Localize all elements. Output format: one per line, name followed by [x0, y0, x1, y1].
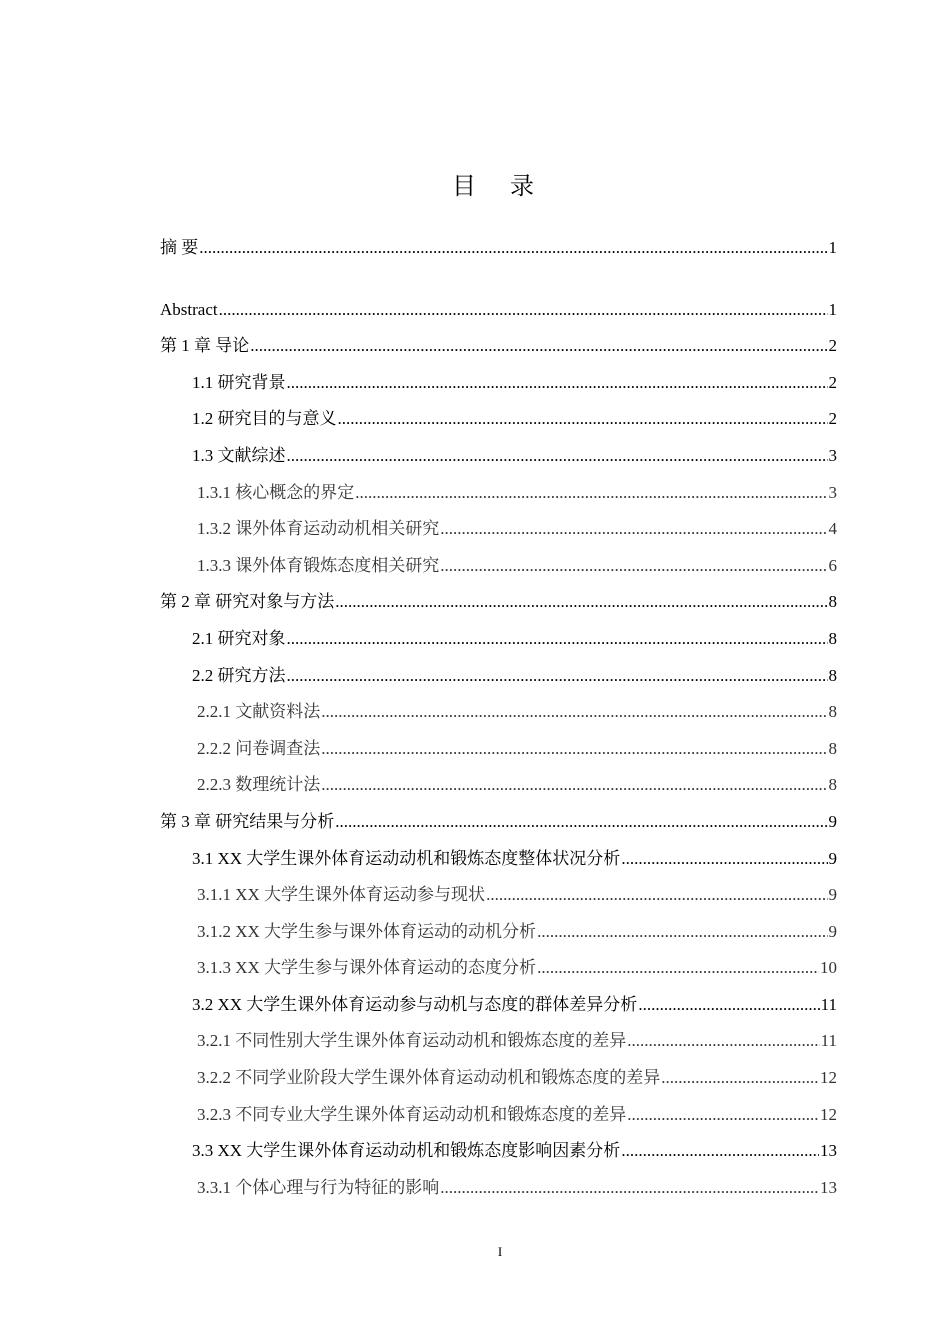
toc-entry-text: 3.3.1 个体心理与行为特征的影响 — [197, 1177, 440, 1197]
toc-entry-page: 8 — [828, 592, 837, 612]
toc-entry-text: 3.1.3 XX 大学生参与课外体育运动的态度分析 — [197, 958, 537, 978]
toc-entry-text: 1.1 研究背景 — [192, 372, 286, 392]
toc-entry-abstract-cn[interactable] — [160, 230, 837, 267]
toc-entry-3-3-1[interactable] — [160, 1170, 837, 1207]
toc-entry-text: 3.2.1 不同性别大学生课外体育运动动机和锻炼态度的差异 — [197, 1031, 627, 1051]
toc-entry-1-3-1[interactable] — [160, 475, 837, 512]
toc-entry-1-3[interactable] — [160, 438, 837, 475]
toc-leader-dots — [440, 1170, 819, 1207]
toc-entry-page: 4 — [828, 519, 837, 539]
toc-entry-text: 3.1 XX 大学生课外体育运动动机和锻炼态度整体状况分析 — [192, 848, 621, 868]
toc-entry-3-2-2[interactable] — [160, 1060, 837, 1097]
toc-entry-3-1-1[interactable] — [160, 877, 837, 914]
toc-entry-page: 8 — [828, 665, 837, 685]
toc-entry-text: 摘 要 — [160, 238, 199, 257]
toc-entry-page: 2 — [828, 372, 837, 392]
toc-entry-text: 3.2.3 不同专业大学生课外体育运动动机和锻炼态度的差异 — [197, 1104, 627, 1124]
toc-entry-3-1-2[interactable] — [160, 914, 837, 951]
toc-entry-page: 1 — [828, 238, 837, 257]
toc-entry-3-2-3[interactable] — [160, 1097, 837, 1134]
footer-page-number: I — [497, 1244, 503, 1259]
toc-entry-chapter-3[interactable] — [160, 804, 837, 841]
toc-entry-page: 9 — [828, 848, 837, 868]
toc-leader-dots — [287, 658, 828, 695]
toc-entry-page: 13 — [820, 1177, 837, 1197]
toc-leader-dots — [440, 548, 827, 585]
toc-leader-dots — [250, 328, 827, 365]
toc-entry-page: 9 — [828, 811, 837, 831]
toc-entry-page: 8 — [828, 738, 837, 758]
toc-leader-dots — [661, 1060, 819, 1097]
toc-leader-dots — [287, 438, 828, 475]
toc-entry-text: 第 2 章 研究对象与方法 — [160, 592, 335, 612]
toc-leader-dots — [627, 1097, 819, 1134]
toc-entry-3-2-1[interactable] — [160, 1023, 837, 1060]
toc-leader-dots — [338, 401, 828, 438]
toc-entry-page: 9 — [828, 885, 837, 905]
toc-entry-text: 3.1.2 XX 大学生参与课外体育运动的动机分析 — [197, 921, 537, 941]
toc-entry-2-2[interactable] — [160, 658, 837, 695]
toc-entry-text: 2.1 研究对象 — [192, 628, 286, 648]
toc-entry-page: 11 — [820, 994, 837, 1014]
toc-leader-dots — [355, 475, 827, 512]
toc-entry-text: 2.2 研究方法 — [192, 665, 286, 685]
toc-entry-text: 1.3.3 课外体育锻炼态度相关研究 — [197, 555, 440, 575]
toc-entry-text: 1.2 研究目的与意义 — [192, 409, 337, 429]
toc-entry-chapter-2[interactable] — [160, 584, 837, 621]
toc-entry-page: 12 — [820, 1068, 837, 1088]
toc-entry-page: 3 — [828, 445, 837, 465]
toc-entry-chapter-1[interactable] — [160, 328, 837, 365]
toc-entry-abstract-en[interactable] — [160, 292, 837, 329]
toc-leader-dots — [335, 584, 827, 621]
toc-leader-dots — [486, 877, 827, 914]
toc-leader-dots — [621, 1133, 819, 1170]
toc-entry-page: 1 — [828, 299, 837, 319]
toc-leader-dots — [335, 804, 827, 841]
toc-entry-page: 12 — [820, 1104, 837, 1124]
toc-entry-page: 3 — [828, 482, 837, 502]
toc-entry-3-1[interactable] — [160, 841, 837, 878]
toc-entry-page: 13 — [820, 1141, 837, 1161]
toc-leader-dots — [219, 292, 828, 329]
toc-entry-3-2[interactable] — [160, 987, 837, 1024]
toc-leader-dots — [321, 731, 827, 768]
toc-leader-dots — [537, 914, 827, 951]
toc-entry-text: 第 1 章 导论 — [160, 336, 250, 356]
toc-entry-text: 2.2.2 问卷调查法 — [197, 738, 321, 758]
toc-entry-3-3[interactable] — [160, 1133, 837, 1170]
toc-entry-text: 第 3 章 研究结果与分析 — [160, 811, 335, 831]
table-of-contents — [160, 230, 837, 1206]
page-title: 目 录 — [452, 174, 548, 200]
toc-entry-2-2-2[interactable] — [160, 731, 837, 768]
toc-leader-dots — [287, 365, 828, 402]
toc-entry-page: 9 — [828, 921, 837, 941]
toc-entry-1-2[interactable] — [160, 401, 837, 438]
toc-entry-1-3-3[interactable] — [160, 548, 837, 585]
toc-leader-dots — [199, 230, 827, 267]
toc-entry-text: 3.2 XX 大学生课外体育运动参与动机与态度的群体差异分析 — [192, 994, 638, 1014]
toc-leader-dots — [627, 1023, 819, 1060]
toc-entry-text: 3.3 XX 大学生课外体育运动动机和锻炼态度影响因素分析 — [192, 1141, 621, 1161]
toc-entry-text: 3.1.1 XX 大学生课外体育运动参与现状 — [197, 885, 486, 905]
toc-entry-page: 10 — [820, 958, 837, 978]
toc-entry-text: 1.3.1 核心概念的界定 — [197, 482, 355, 502]
toc-leader-dots — [287, 621, 828, 658]
toc-leader-dots — [638, 987, 819, 1024]
toc-leader-dots — [621, 841, 827, 878]
toc-entry-1-3-2[interactable] — [160, 511, 837, 548]
toc-entry-text: 3.2.2 不同学业阶段大学生课外体育运动动机和锻炼态度的差异 — [197, 1068, 661, 1088]
toc-entry-page: 6 — [828, 555, 837, 575]
toc-entry-page: 2 — [828, 409, 837, 429]
toc-entry-2-1[interactable] — [160, 621, 837, 658]
toc-entry-text: 2.2.1 文献资料法 — [197, 702, 321, 722]
toc-entry-text: 2.2.3 数理统计法 — [197, 775, 321, 795]
toc-entry-text: 1.3.2 课外体育运动动机相关研究 — [197, 519, 440, 539]
toc-entry-3-1-3[interactable] — [160, 950, 837, 987]
toc-leader-dots — [321, 767, 827, 804]
toc-entry-page: 8 — [828, 775, 837, 795]
toc-leader-dots — [321, 694, 827, 731]
toc-leader-dots — [537, 950, 819, 987]
toc-entry-page: 8 — [828, 702, 837, 722]
toc-entry-2-2-1[interactable] — [160, 694, 837, 731]
toc-entry-text: 1.3 文献综述 — [192, 445, 286, 465]
toc-entry-page: 11 — [820, 1031, 837, 1051]
toc-entry-text: Abstract — [160, 299, 218, 319]
toc-entry-page: 8 — [828, 628, 837, 648]
toc-entry-2-2-3[interactable] — [160, 767, 837, 804]
toc-entry-page: 2 — [828, 336, 837, 356]
toc-leader-dots — [440, 511, 827, 548]
toc-entry-1-1[interactable] — [160, 365, 837, 402]
